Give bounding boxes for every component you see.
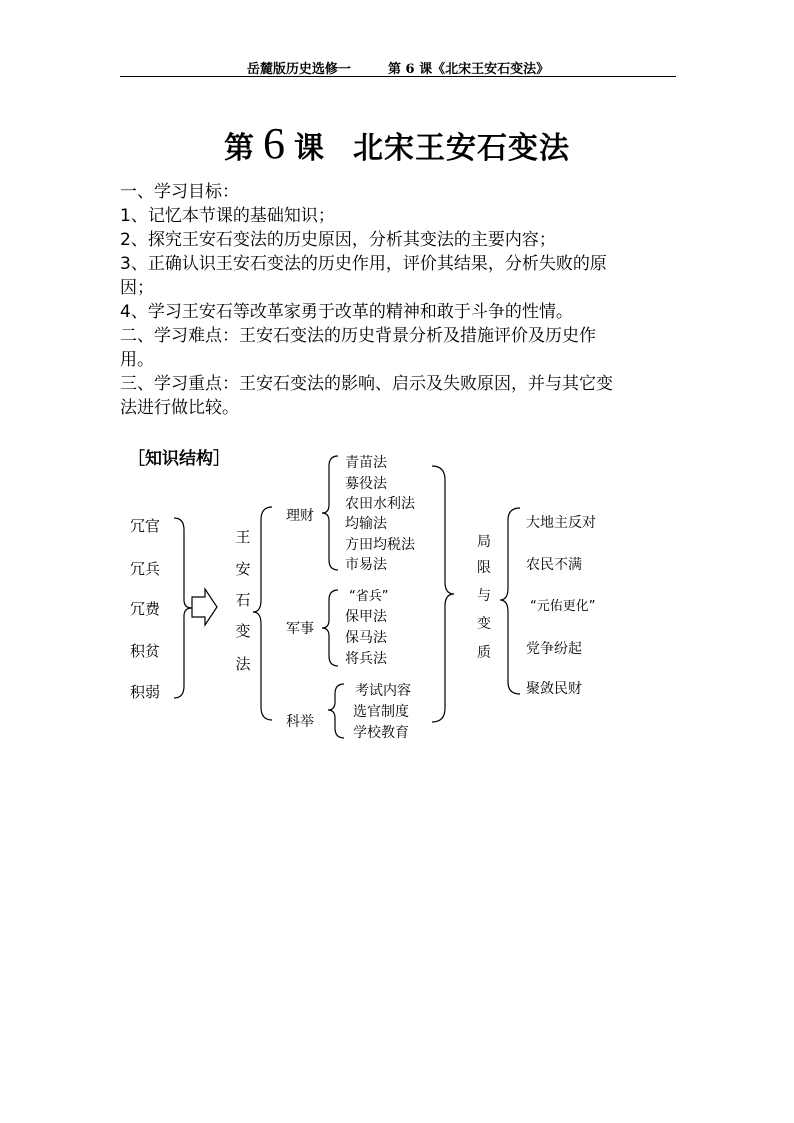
title-main: 北宋王安石变法 — [353, 131, 570, 166]
text-line: 三、学习重点：王安石变法的影响、启示及失败原因，并与其它变 — [120, 374, 613, 394]
arrow-icon — [192, 589, 217, 625]
text-line: 4、学习王安石等改革家勇于改革的精神和敢于斗争的性情。 — [120, 302, 573, 322]
title-suffix: 课 — [294, 131, 325, 166]
result-item: 大地主反对 — [526, 515, 596, 531]
military-brace — [322, 590, 338, 666]
category-military: 军事 — [286, 621, 314, 637]
finance-item: 青苗法 — [345, 455, 387, 471]
categories-brace — [253, 507, 272, 720]
limit-char: 限 — [477, 560, 491, 576]
limit-char: 质 — [477, 645, 491, 661]
finance-item: 农田水利法 — [345, 496, 415, 512]
center-char: 石 — [235, 591, 251, 609]
exam-item: 选官制度 — [353, 704, 409, 720]
finance-item: 方田均税法 — [345, 537, 415, 553]
result-item: “元佑更化” — [530, 599, 596, 614]
cause-item: 冗兵 — [130, 560, 161, 578]
result-item: 农民不满 — [526, 557, 582, 573]
finance-item: 募役法 — [345, 476, 387, 492]
cause-item: 冗费 — [130, 600, 161, 618]
measures-brace — [432, 466, 454, 722]
military-item: 保马法 — [345, 630, 387, 646]
title-prefix: 第 — [224, 131, 255, 166]
result-item: 聚敛民财 — [526, 681, 582, 697]
center-char: 法 — [235, 655, 251, 673]
finance-brace — [322, 456, 338, 570]
exam-brace — [328, 684, 344, 738]
exam-item: 考试内容 — [355, 683, 411, 699]
title-number: 6 — [263, 119, 286, 168]
text-line: 法进行做比较。 — [120, 398, 239, 418]
text-line: 因； — [120, 278, 154, 298]
text-line: 二、学习难点：王安石变法的历史背景分析及措施评价及历史作 — [120, 326, 596, 346]
military-item: “省兵” — [349, 589, 389, 604]
limit-char: 变 — [477, 616, 491, 632]
text-line: 用。 — [120, 350, 154, 370]
text-line: 一、学习目标： — [120, 182, 239, 202]
center-char: 安 — [235, 560, 251, 578]
result-item: 党争纷起 — [526, 641, 582, 657]
limit-char: 局 — [477, 534, 491, 550]
knowledge-structure-title: ［知识结构］ — [128, 449, 230, 469]
cause-item: 积弱 — [130, 683, 161, 701]
cause-item: 积贫 — [130, 642, 161, 660]
header-book: 岳麓版历史选修一 — [246, 62, 351, 77]
military-item: 将兵法 — [345, 651, 387, 667]
causes-brace — [174, 518, 192, 698]
center-char: 变 — [235, 622, 251, 640]
exam-item: 学校教育 — [353, 725, 409, 741]
results-brace — [500, 508, 520, 694]
text-line: 3、正确认识王安石变法的历史作用，评价其结果，分析失败的原 — [120, 254, 607, 274]
center-char: 王 — [235, 528, 251, 546]
finance-item: 均输法 — [345, 516, 387, 532]
header-lesson: 第 6 课《北宋王安石变法》 — [387, 62, 550, 77]
text-line: 1、记忆本节课的基础知识； — [120, 206, 335, 226]
category-exam: 科举 — [286, 714, 314, 730]
limit-char: 与 — [477, 588, 491, 604]
text-line: 2、探究王安石变法的历史原因，分析其变法的主要内容； — [120, 230, 556, 250]
military-item: 保甲法 — [345, 609, 387, 625]
category-finance: 理财 — [286, 508, 314, 524]
cause-item: 冗官 — [130, 517, 161, 535]
finance-item: 市易法 — [345, 557, 387, 573]
